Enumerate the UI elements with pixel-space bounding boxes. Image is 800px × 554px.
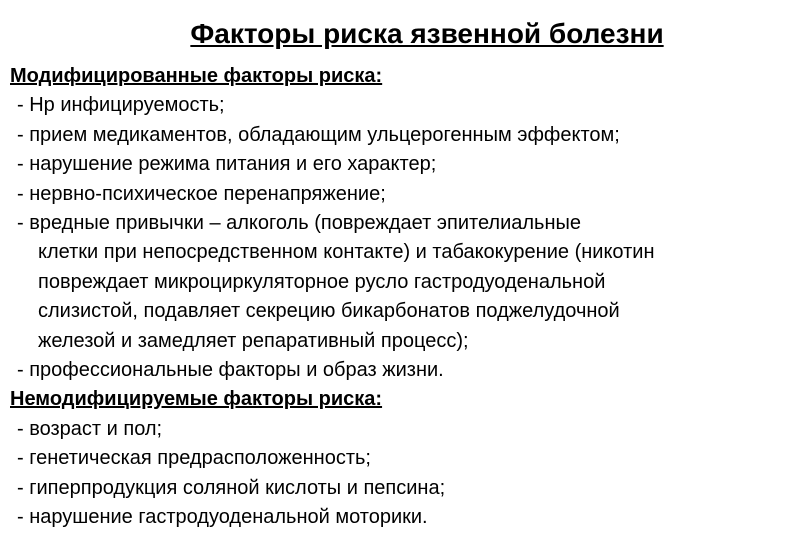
section-heading: Немодифицируемые факторы риска: xyxy=(10,388,383,411)
list-item-line: - нарушение гастродуоденальной моторики. xyxy=(17,506,428,529)
list-item xyxy=(10,209,795,356)
list-item-line: железой и замедляет репаративный процесс); xyxy=(38,329,469,352)
section-heading: Модифицированные факторы риска: xyxy=(10,65,383,87)
list-item xyxy=(10,150,795,179)
list-item-line: - вредные привычки – алкоголь (повреждает эпителиальные xyxy=(17,212,582,235)
list-item xyxy=(10,415,795,444)
list-item-line: - профессиональные факторы и образ жизни. xyxy=(17,359,444,382)
list-item xyxy=(10,444,795,473)
list-item-line: - генетическая предрасположенность; xyxy=(17,447,371,470)
list-item xyxy=(10,503,795,532)
list-item xyxy=(10,356,795,385)
list-item-line: - Hp инфицируемость; xyxy=(17,94,225,117)
section-non-modifiable xyxy=(10,385,795,532)
list-item xyxy=(10,91,795,120)
list-item-line: клетки при непосредственном контакте) и табакокурение (никотин xyxy=(38,241,655,264)
list-item xyxy=(10,180,795,209)
list-item xyxy=(10,121,795,150)
list-item-line: слизистой, подавляет секрецию бикарбонатов поджелудочной xyxy=(38,300,620,323)
list-item-line: - гиперпродукция соляной кислоты и пепсина; xyxy=(17,476,446,499)
list-item xyxy=(10,474,795,503)
list-item-line: - нервно-психическое перенапряжение; xyxy=(17,182,386,205)
list-item-line: - нарушение режима питания и его характер; xyxy=(17,153,437,176)
list-item-line: - прием медикаментов, обладающим ульцерогенным эффектом; xyxy=(17,123,620,146)
list-item-line: повреждает микроциркуляторное русло гастродуоденальной xyxy=(38,270,606,293)
slide-content xyxy=(10,62,795,533)
slide-title: Факторы риска язвенной болезни xyxy=(190,18,664,49)
section-modifiable xyxy=(10,62,795,385)
list-item-line: - возраст и пол; xyxy=(17,417,163,440)
